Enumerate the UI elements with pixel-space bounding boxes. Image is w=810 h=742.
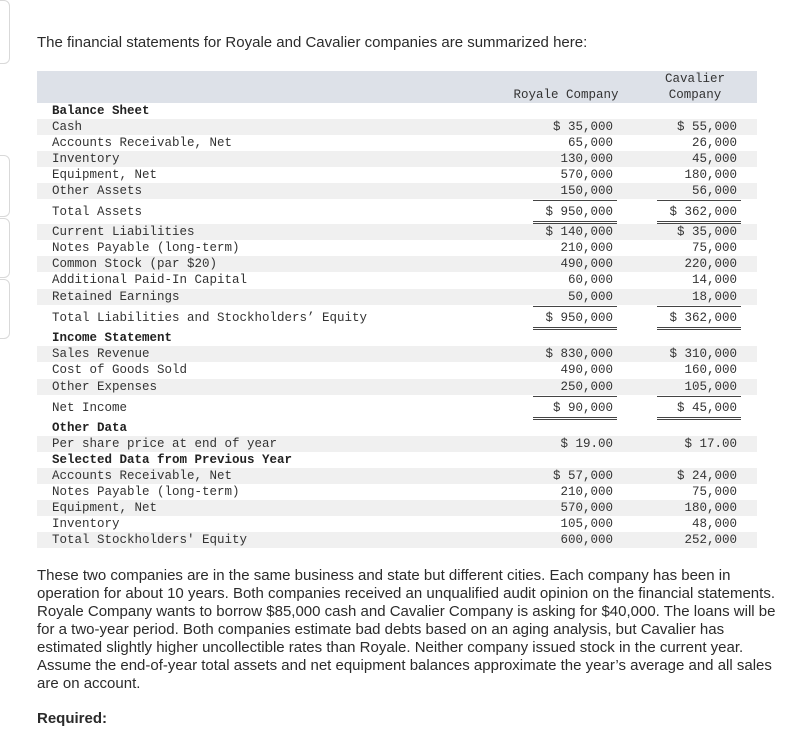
table-row: Notes Payable (long-term) 210,000 75,000 [52, 485, 737, 499]
share-price-row: Per share price at end of year $ 19.00 $ 17.00 [37, 436, 757, 452]
table-row: Accounts Receivable, Net 65,000 26,000 [52, 136, 737, 150]
table-row: Sales Revenue $ 830,000 $ 310,000 [37, 346, 757, 362]
subtotal-rule [533, 200, 617, 201]
table-row: Additional Paid-In Capital 60,000 14,000 [52, 273, 737, 287]
table-row: Equipment, Net 570,000 180,000 [37, 500, 757, 516]
subtotal-rule [533, 396, 617, 397]
col-header-cavalier [647, 71, 743, 103]
table-row: Equipment, Net 570,000 180,000 [52, 168, 737, 182]
col-header-royale: Royale Company [513, 88, 619, 102]
total-liabilities-row: Total Liabilities and Stockholders’ Equity $ 950,000 $ 362,000 [52, 311, 737, 325]
table-row: Cost of Goods Sold 490,000 160,000 [52, 363, 737, 377]
table-row: Notes Payable (long-term) 210,000 75,000 [52, 241, 737, 255]
side-panel-edge [0, 0, 10, 64]
col-header-cavalier-line1: Cavalier [664, 72, 725, 86]
intro-text: The financial statements for Royale and Cavalier companies are summarized here: [37, 34, 588, 51]
section-header-balance: Balance Sheet [52, 104, 150, 118]
table-row: Accounts Receivable, Net $ 57,000 $ 24,000 [37, 468, 757, 484]
scenario-paragraph: These two companies are in the same business and state but different cities. Each company has been in operation for about 10 years. Both companies received an unqualified audit opinion on the financial statements. Royale Company wants to borrow $85,000 cash and Cavalier Company is asking for $40,000. The loans will be for a two-year period. Both companies estimate bad debts based on an aging analysis, but Cavalier has estimated slightly higher uncollectible rates than Royale. Neither company issued stock in the current year. Assume the end-of-year total assets and net equipment balances approximate the year’s average and all sales are on account. [37, 567, 776, 692]
table-row: Inventory 105,000 48,000 [52, 517, 737, 531]
subtotal-rule [657, 200, 741, 201]
net-income-row: Net Income $ 90,000 $ 45,000 [52, 401, 737, 415]
table-row: Cash $ 35,000 $ 55,000 [37, 119, 757, 135]
section-header-income: Income Statement [52, 331, 173, 345]
subtotal-rule [657, 306, 741, 307]
subtotal-rule [657, 396, 741, 397]
table-row: Total Stockholders' Equity 600,000 252,000 [37, 532, 757, 548]
side-panel-edge [0, 155, 10, 217]
table-row: Other Assets 150,000 56,000 [37, 183, 757, 199]
total-assets-row: Total Assets $ 950,000 $ 362,000 [52, 205, 737, 219]
table-row: Retained Earnings 50,000 18,000 [37, 289, 757, 305]
section-header-previous-year: Selected Data from Previous Year [52, 453, 293, 467]
table-row: Current Liabilities $ 140,000 $ 35,000 [37, 224, 757, 240]
col-header-cavalier-line2: Company [668, 88, 722, 102]
side-panel-edge [0, 279, 10, 339]
section-header-other: Other Data [52, 421, 128, 435]
subtotal-rule [533, 306, 617, 307]
side-panel-edge [0, 218, 10, 278]
table-row: Inventory 130,000 45,000 [37, 151, 757, 167]
table-row: Other Expenses 250,000 105,000 [37, 379, 757, 395]
required-heading: Required: [37, 710, 108, 727]
table-row: Common Stock (par $20) 490,000 220,000 [37, 256, 757, 272]
